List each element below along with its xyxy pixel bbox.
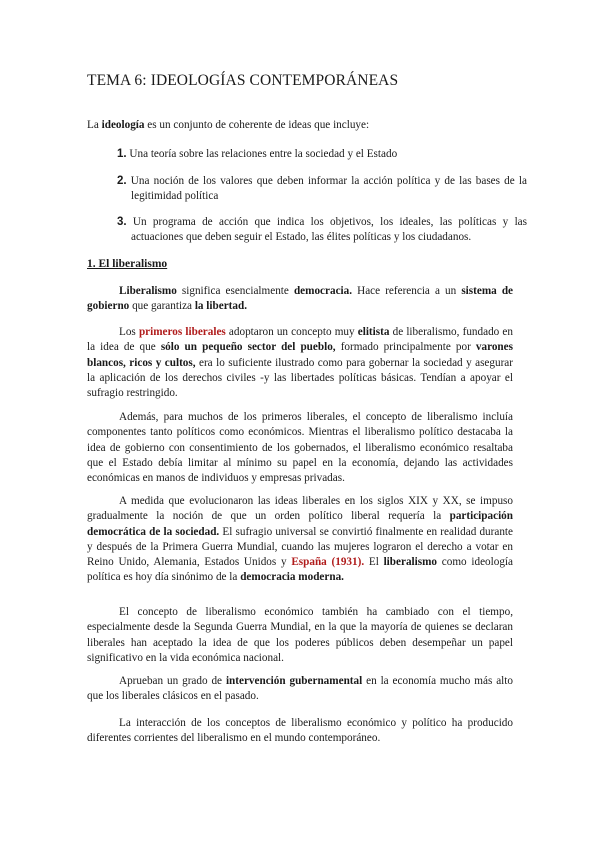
list-item-3 <box>117 215 527 246</box>
p4-text-2: El sufragio universal se convirtió finalmente en realidad durante y después de la Primera Guerra Mundial, cuando las mujeres lograron el derecho a votar en Reino Unido, Alemania, Estados Unidos y <box>87 525 513 569</box>
paragraph-4 <box>87 494 513 586</box>
p2-text-5: era lo suficiente ilustrado como para gobernar la sociedad y asegurar la aplicación de los derechos civiles -y las libertades políticas básicas. Tendían a apoyar el sufragio restringido. <box>87 356 514 400</box>
list-item-2 <box>117 174 527 205</box>
paragraph-6 <box>87 674 513 705</box>
list-text-2: Una noción de los valores que deben informar la acción política y de las bases de la legitimidad política <box>126 175 527 203</box>
paragraph-5: El concepto de liberalismo económico también ha cambiado con el tiempo, especialmente desde la Segunda Guerra Mundial, en la que la mayoría de quienes se declaran liberales han aceptado la idea de que los poderes públicos deben desempeñar un papel significativo en la vida económica nacional. <box>87 606 513 664</box>
title-prefix: TEMA 6 <box>87 72 143 89</box>
p2-bold-2: sólo un pequeño sector del pueblo, <box>160 341 336 354</box>
intro-bold-ideologia: ideología <box>101 119 145 131</box>
list-text-3: Un programa de acción que indica los objetivos, los ideales, las políticas y las actuaciones que deben seguir el Estado, las élites políticas y los ciudadanos. <box>126 216 527 244</box>
p1-bold-4: la libertad. <box>194 300 248 313</box>
p2-bold-1: elitista <box>357 326 390 338</box>
p4-bold-3: democracia moderna. <box>240 571 344 584</box>
p1-bold-2: democracia. <box>293 285 353 297</box>
p1-text-1: significa esencialmente <box>176 285 294 297</box>
list-number-1: 1. <box>117 148 127 160</box>
p4-bold-1: participación democrática de la sociedad. <box>87 510 513 538</box>
p2-text-2: adoptaron un concepto muy <box>225 326 358 338</box>
paragraph-7: La interacción de los conceptos de liberalismo económico y político ha producido diferentes corrientes del liberalismo en el mundo contemporáneo. <box>87 717 513 745</box>
p6-text-2: en la economía mucho más alto que los liberales clásicos en el pasado. <box>87 675 513 703</box>
page-title <box>87 72 398 90</box>
p2-red-1: primeros liberales <box>138 326 226 338</box>
title-separator: : <box>142 72 151 89</box>
p1-text-3: que garantiza <box>129 300 195 313</box>
p4-text-4: como ideología política es hoy día sinónimo de la <box>87 556 513 584</box>
intro-paragraph <box>87 118 513 133</box>
section-heading: 1. El liberalismo <box>87 258 168 270</box>
p1-bold-1: Liberalismo <box>119 285 177 297</box>
p6-bold-1: intervención gubernamental <box>225 675 363 687</box>
list-item-1 <box>117 147 527 162</box>
list-number-3: 3. <box>117 216 127 228</box>
p4-bold-2: liberalismo <box>383 556 438 569</box>
p6-text-1: Aprueban un grado de <box>119 675 226 687</box>
p2-text-3: de liberalismo, fundado en la idea de que <box>87 326 513 354</box>
paragraph-2 <box>87 325 513 401</box>
p1-text-2: Hace referencia a un <box>352 285 462 297</box>
list-text-1: Una teoría sobre las relaciones entre la sociedad y el Estado <box>126 148 398 160</box>
p4-red-1: España (1931). <box>291 556 365 569</box>
list-number-2: 2. <box>117 175 127 187</box>
intro-text-1: La <box>87 119 102 131</box>
p2-text-1: Los <box>119 326 139 338</box>
p2-text-4: formado principalmente por <box>335 341 476 354</box>
paragraph-3: Además, para muchos de los primeros liberales, el concepto de liberalismo incluía componentes tanto políticos como económicos. Mientras el liberalismo político destacaba la idea de gobierno con consentimiento de los gobernados, el liberalismo económico resaltaba que el Estado debía limitar al mínimo su papel en la economía, dejando las actividades económicas en manos de individuos y empresas privadas. <box>87 411 513 485</box>
p2-bold-3: varones blancos, ricos y cultos, <box>87 341 513 369</box>
paragraph-1 <box>87 284 513 315</box>
title-main: IDEOLOGÍAS CONTEMPORÁNEAS <box>150 72 399 89</box>
intro-text-2: es un conjunto de coherente de ideas que incluye: <box>144 119 370 131</box>
p4-text-3: El <box>364 556 384 569</box>
p4-text-1: A medida que evolucionaron las ideas liberales en los siglos XIX y XX, se impuso gradualmente la noción de que un orden político liberal requería la <box>87 495 513 523</box>
p1-bold-3: sistema de gobierno <box>87 285 514 313</box>
